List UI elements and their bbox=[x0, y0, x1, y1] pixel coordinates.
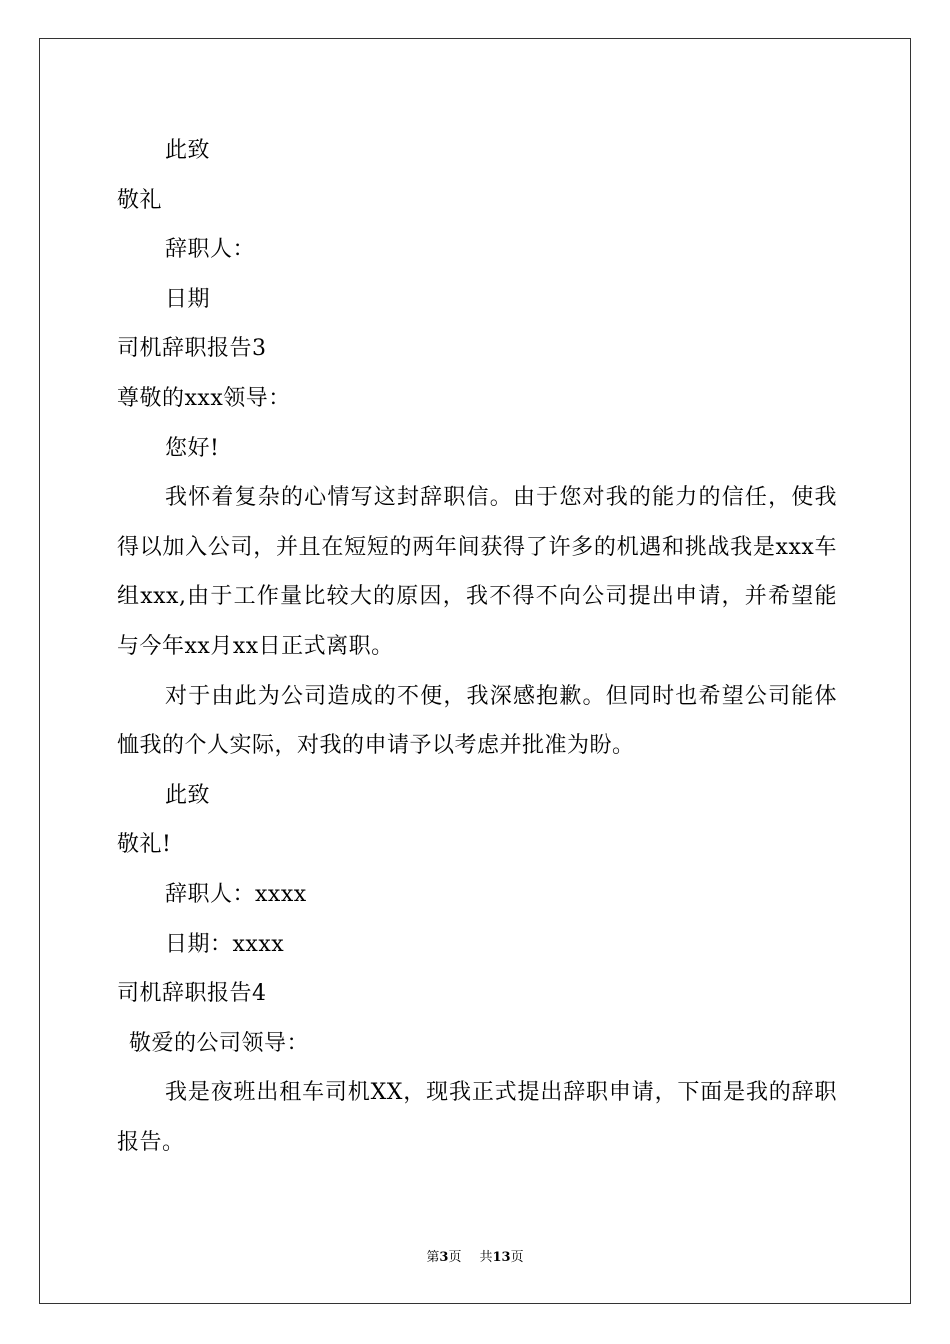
letter-paragraph: 对于由此为公司造成的不便，我深感抱歉。但同时也希望公司能体恤我的个人实际，对我的申请予以考虑并批准为盼。 bbox=[117, 683, 837, 759]
closing-salutation: 此致 bbox=[165, 782, 211, 808]
date-label: 日期 bbox=[165, 286, 211, 312]
letter-hello: 您好! bbox=[165, 435, 220, 461]
signer-label: 辞职人： bbox=[165, 237, 256, 263]
footer-prefix: 第 bbox=[426, 1250, 440, 1265]
document-body bbox=[117, 126, 837, 1167]
footer-total-suffix: 页 bbox=[510, 1250, 524, 1265]
date-label: 日期：xxxx bbox=[165, 931, 285, 957]
closing-regards: 敬礼! bbox=[117, 832, 172, 858]
section-heading: 司机辞职报告3 bbox=[117, 336, 267, 362]
letter-paragraph: 我怀着复杂的心情写这封辞职信。由于您对我的能力的信任，使我得以加入公司，并且在短短的两年间获得了许多的机遇和挑战我是xxx车组xxx,由于工作量比较大的原因，我不得不向公司提出申请，并希望能与今年xx月xx日正式离职。 bbox=[117, 485, 837, 659]
letter-greeting: 尊敬的xxx领导： bbox=[117, 385, 291, 411]
letter-paragraph: 我是夜班出租车司机XX，现我正式提出辞职申请，下面是我的辞职报告。 bbox=[117, 1080, 837, 1155]
closing-regards: 敬礼 bbox=[117, 187, 163, 213]
signer-label: 辞职人：xxxx bbox=[165, 881, 307, 907]
closing-salutation: 此致 bbox=[165, 138, 211, 163]
letter-greeting: 敬爱的公司领导： bbox=[129, 1030, 310, 1056]
footer-total-prefix: 共 bbox=[479, 1250, 493, 1265]
footer-page-suffix: 页 bbox=[448, 1250, 462, 1265]
page-footer bbox=[0, 1246, 950, 1265]
total-pages: 13 bbox=[492, 1250, 511, 1265]
section-heading: 司机辞职报告4 bbox=[117, 981, 267, 1007]
page-number: 3 bbox=[439, 1250, 449, 1265]
